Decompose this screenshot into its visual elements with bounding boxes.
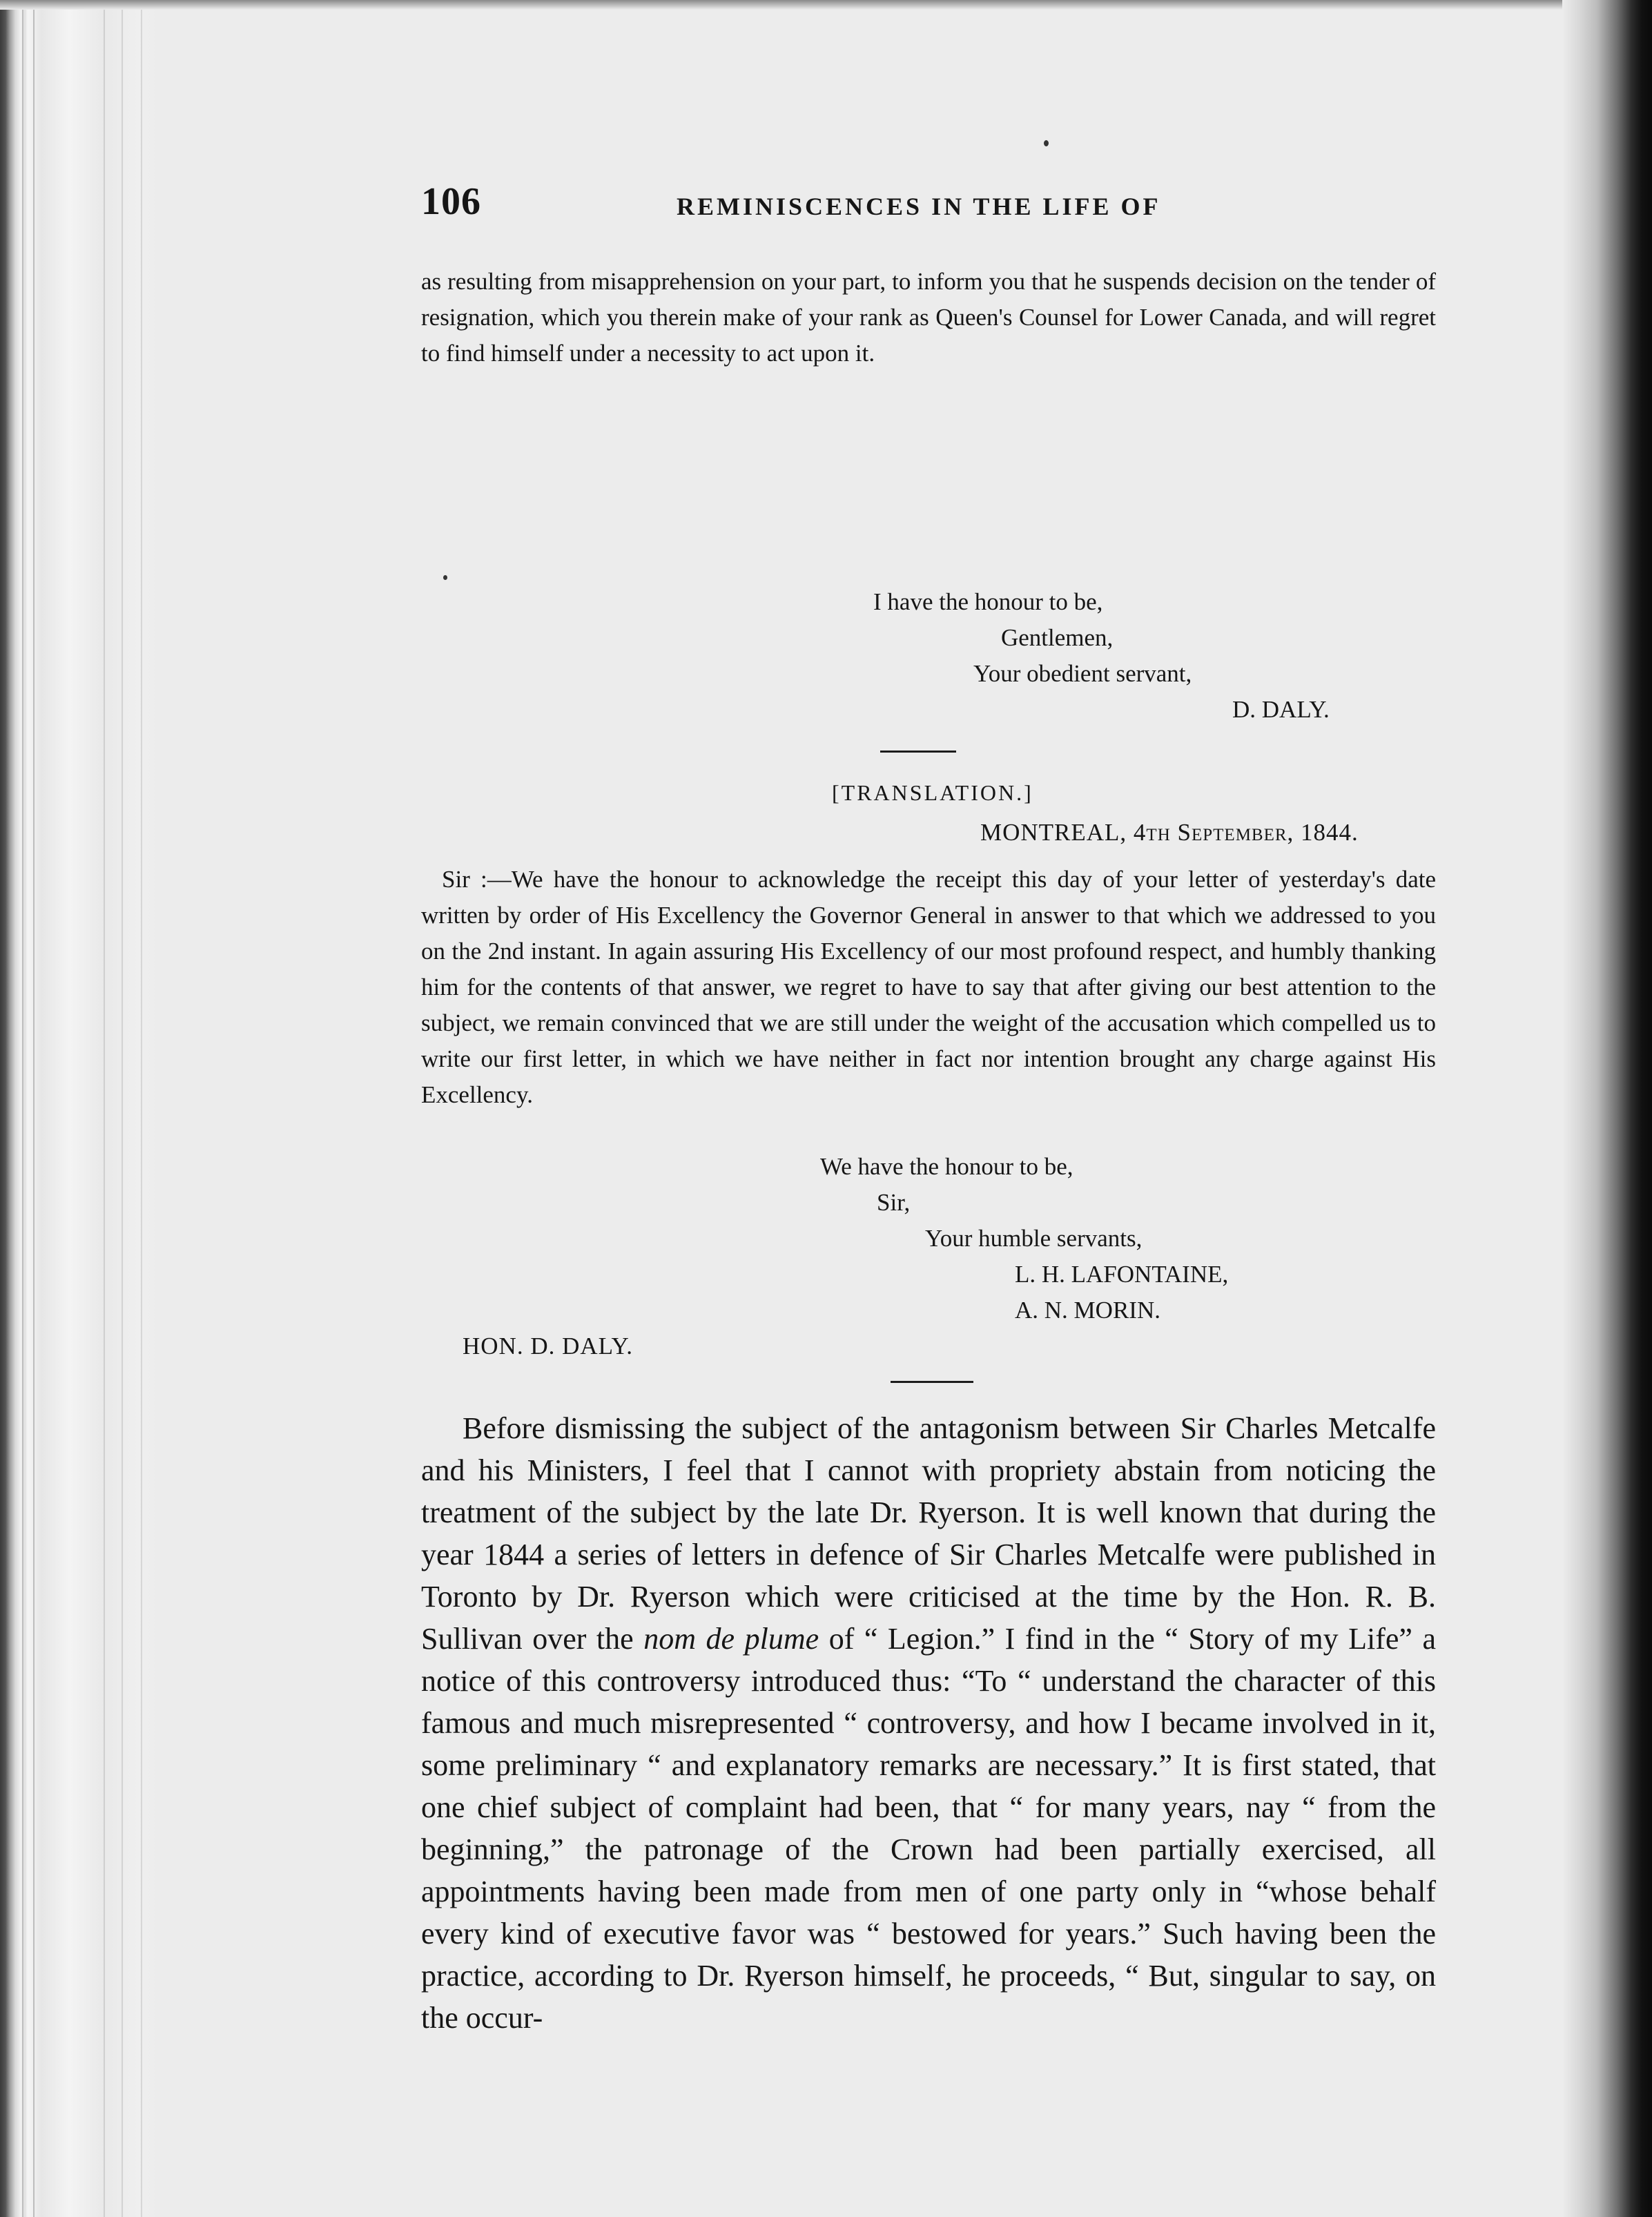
- page-edge-line: [33, 0, 35, 2217]
- top-page-edge: [0, 0, 1652, 10]
- page-edge-line: [141, 0, 142, 2217]
- letter-one-signature: D. DALY.: [1232, 696, 1330, 723]
- letter-two-salutation: Sir,: [877, 1189, 911, 1216]
- section-divider: [880, 751, 956, 753]
- book-spine-shadow: [1562, 0, 1652, 2217]
- letter-two-servants: Your humble servants,: [925, 1225, 1143, 1252]
- letter-two-closing: We have the honour to be,: [820, 1153, 1073, 1180]
- italic-phrase: nom de plume: [643, 1622, 819, 1656]
- page-header: [421, 180, 1436, 235]
- letter-one-salutation: Gentlemen,: [1001, 624, 1114, 651]
- letter-two-paragraph: Sir :—We have the honour to acknowledge the receipt this day of your letter of yesterday's date written by order of His Excellency the Governor General in answer to that which we addressed to you on the 2nd instant. In again assuring His Excellency of our most profound respect, and humbly thanking him for the contents of that answer, we regret to have to say that after giving our best attention to the subject, we remain convinced that we are still under the weight of the accusation which compelled us to write our first letter, in which we have neither in fact nor intention brought any charge against His Excellency.: [421, 866, 1436, 1108]
- book-binding-edge: [0, 0, 159, 2217]
- page-edge-line: [22, 0, 23, 2217]
- letter-one-servant: Your obedient servant,: [973, 660, 1192, 687]
- page-number: 106: [421, 180, 481, 223]
- section-divider: [891, 1381, 973, 1383]
- letter-one-paragraph: as resulting from misapprehension on your part, to inform you that he suspends decision on the tender of resignation, which you therein make of your rank as Queen's Counsel for Lower Canada, and will regret to find himself under a necessity to act upon it.: [421, 268, 1436, 367]
- letter-one-body: [421, 264, 1436, 371]
- addressee: HON. D. DALY.: [463, 1333, 634, 1359]
- narrative-text: [421, 1407, 1436, 2039]
- page-edge-line: [122, 0, 123, 2217]
- running-head: REMINISCENCES IN THE LIFE OF: [677, 193, 1161, 220]
- signature-morin: A. N. MORIN.: [1015, 1297, 1160, 1324]
- letter-two-body: [421, 862, 1436, 1113]
- letter-one-closing: I have the honour to be,: [873, 588, 1103, 615]
- narrative-paragraph: [421, 1407, 1436, 2039]
- translation-label: [TRANSLATION.]: [832, 780, 1033, 805]
- ink-speck: [443, 575, 447, 580]
- narrative-part-two: of “ Legion.” I find in the “ Story of my Life” a notice of this controversy introduced thus: “To “ understand the character of this famous and much misrepresented “ controversy, and how I became involved in it, some preliminary “ and explanatory remarks are necessary.” It is first stated, that one chief subject of complaint had been, that “ for many years, nay “ from the beginning,” the patronage of the Crown had been partially exercised, all appointments having been made from men of one party only in “whose behalf every kind of executive favor was “ bestowed for years.” Such having been the practice, according to Dr. Ryerson himself, he proceeds, “ But, singular to say, on the occur-: [421, 1622, 1437, 2035]
- ink-speck: [1044, 140, 1049, 146]
- letter-dateline: [980, 819, 1359, 846]
- page-edge-line: [104, 0, 105, 2217]
- dateline-text: MONTREAL, 4th September, 1844.: [980, 819, 1359, 846]
- signature-lafontaine: L. H. LAFONTAINE,: [1015, 1261, 1229, 1288]
- narrative-part-one: Before dismissing the subject of the antagonism between Sir Charles Metcalfe and his Ministers, I feel that I cannot with propriety abstain from noticing the treatment of the subject by the late Dr. Ryerson. It is well known that during the year 1844 a series of letters in defence of Sir Charles Metcalfe were published in Toronto by Dr. Ryerson which were criticised at the time by the Hon. R. B. Sullivan over the: [421, 1411, 1436, 1656]
